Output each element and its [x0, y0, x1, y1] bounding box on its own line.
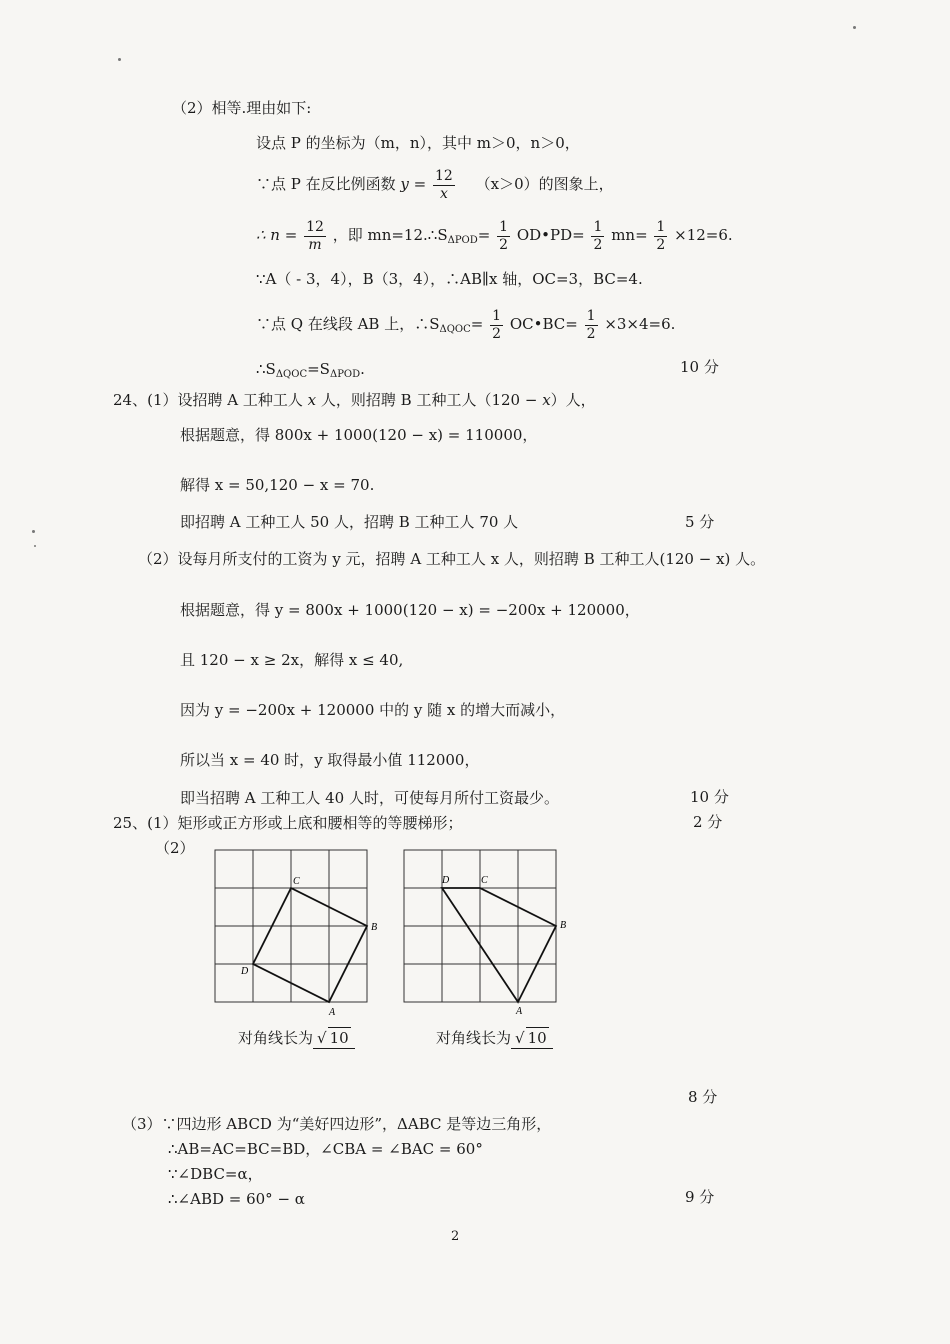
score-10: 10 分 [690, 788, 729, 806]
fraction-half [654, 219, 667, 254]
page-number: 2 [451, 1229, 460, 1244]
numerator: 12 [306, 218, 324, 235]
scan-speck [853, 26, 856, 29]
denominator: 2 [586, 325, 596, 342]
subscript: ΔPOD [329, 369, 361, 380]
text-segment: ∴S [256, 360, 276, 378]
q24-equation2: 根据题意，得 y = 800x + 1000(120 − x) = −200x + 120000， [180, 601, 640, 619]
quadrilateral [442, 888, 556, 1002]
text-segment: = [470, 315, 484, 333]
part2-heading: （2）相等.理由如下: [172, 99, 312, 117]
text-segment: 对角线长为 [238, 1029, 314, 1047]
score-9: 9 分 [685, 1188, 715, 1206]
fraction-12-over-m [304, 219, 326, 254]
fraction-half [585, 308, 598, 343]
text-segment: mn= [611, 226, 648, 244]
score-5: 5 分 [685, 513, 715, 531]
text-segment: = [477, 226, 491, 244]
fraction-half [497, 219, 510, 254]
vertex-label-c: C [481, 875, 488, 886]
part2-line4: ∵A（ - 3，4），B（3，4），∴AB∥x 轴，OC=3，BC=4. [256, 270, 643, 288]
part2-line2 [256, 162, 614, 206]
score-10: 10 分 [680, 358, 719, 376]
text-segment: 对角线长为 [436, 1029, 512, 1047]
q25-part3-line4: ∴∠ABD = 60° − α [168, 1190, 305, 1208]
vertex-label-c: C [293, 876, 300, 887]
part2-line3 [256, 213, 733, 263]
numerator: 1 [499, 218, 509, 235]
numerator: 1 [593, 218, 603, 235]
text-segment: ×12=6. [674, 226, 733, 244]
grid-figure-right [402, 848, 577, 1020]
score-2: 2 分 [693, 813, 723, 831]
vertex-label-d: D [442, 875, 450, 886]
vertex-label-b: B [560, 920, 567, 931]
q25-part3: （3）∵四边形 ABCD 为“美好四边形”，ΔABC 是等边三角形， [122, 1115, 552, 1133]
scan-speck [118, 58, 121, 61]
quadrilateral [253, 888, 367, 1002]
scan-speck [34, 545, 36, 547]
math-n-equals: ∴ n = [256, 226, 298, 244]
diagonal-length-right [436, 1027, 553, 1049]
vertex-label-a: A [329, 1007, 336, 1018]
vertex-label-d: D [241, 966, 249, 977]
part2-line5 [256, 302, 675, 352]
q24-answer1: 即招聘 A 工种工人 50 人，招聘 B 工种工人 70 人 [180, 513, 519, 531]
denominator: 2 [593, 236, 603, 253]
subscript: ΔQOC [439, 324, 471, 335]
text-segment: （x＞0）的图象上， [475, 175, 614, 193]
answer-blank: √ 10 [511, 1027, 553, 1049]
q25-part3-line2: ∴AB=AC=BC=BD，∠CBA = ∠BAC = 60° [168, 1140, 483, 1158]
part2-line1: 设点 P 的坐标为（m，n），其中 m＞0，n＞0， [256, 134, 580, 152]
q24-equation1: 根据题意，得 800x + 1000(120 − x) = 110000， [180, 426, 538, 444]
part2-line6 [256, 359, 365, 385]
text-segment: =S [307, 360, 330, 378]
q24-part1 [113, 390, 596, 410]
q24-part2: （2）设每月所支付的工资为 y 元，招聘 A 工种工人 x 人，则招聘 B 工种工人(120 − x) 人。 [138, 550, 766, 568]
sqrt-value: 10 [527, 1029, 547, 1047]
answer-blank: √ 10 [313, 1027, 355, 1049]
text-segment: . [360, 360, 365, 378]
math-y-equals: y = [400, 175, 427, 193]
q24-minimum: 所以当 x = 40 时，y 取得最小值 112000， [180, 751, 480, 769]
q24-inequality: 且 120 − x ≥ 2x，解得 x ≤ 40, [180, 651, 404, 669]
denominator: x [439, 185, 448, 202]
numerator: 1 [492, 307, 502, 324]
fraction-half [591, 219, 604, 254]
q25-part3-line3: ∵∠DBC=α， [168, 1165, 263, 1183]
denominator: 2 [656, 236, 666, 253]
text-segment: 人，则招聘 B 工种工人（120 − [320, 391, 543, 409]
denominator: 2 [499, 236, 509, 253]
numerator: 1 [656, 218, 666, 235]
vertex-label-b: B [371, 922, 378, 933]
sqrt-value: 10 [329, 1029, 349, 1047]
text-segment: 24、(1）设招聘 A 工种工人 [113, 391, 303, 409]
q24-monotonic: 因为 y = −200x + 120000 中的 y 随 x 的增大而减小， [180, 701, 566, 719]
q24-answer2: 即当招聘 A 工种工人 40 人时，可使每月所付工资最少。 [180, 789, 559, 807]
scan-speck [32, 530, 35, 533]
vertex-label-a: A [516, 1006, 523, 1017]
text-segment: OD•PD= [516, 226, 585, 244]
fraction-12-over-x [433, 168, 455, 203]
numerator: 1 [586, 307, 596, 324]
subscript: ΔQOC [275, 369, 308, 380]
math-x: x [542, 391, 551, 409]
text-segment: OC•BC= [509, 315, 578, 333]
denominator: m [308, 236, 322, 253]
fraction-half [490, 308, 503, 343]
grid-figure-left [213, 848, 388, 1020]
score-8: 8 分 [688, 1088, 718, 1106]
text-segment: ，即 mn=12.∴S [332, 226, 448, 244]
denominator: 2 [492, 325, 502, 342]
q25-part1: 25、(1）矩形或正方形或上底和腰相等的等腰梯形； [113, 814, 463, 832]
text-segment: ）人， [550, 391, 596, 409]
q24-solution: 解得 x = 50,120 − x = 70. [180, 476, 375, 494]
subscript: ΔPOD [447, 235, 478, 246]
q25-part2: （2） [155, 839, 195, 857]
numerator: 12 [435, 167, 453, 184]
text-segment: ×3×4=6. [604, 315, 676, 333]
text-segment: ∵点 P 在反比例函数 [256, 175, 396, 193]
math-x: x [307, 391, 317, 409]
diagonal-length-left [238, 1027, 355, 1049]
text-segment: ∵点 Q 在线段 AB 上，∴S [256, 315, 440, 333]
